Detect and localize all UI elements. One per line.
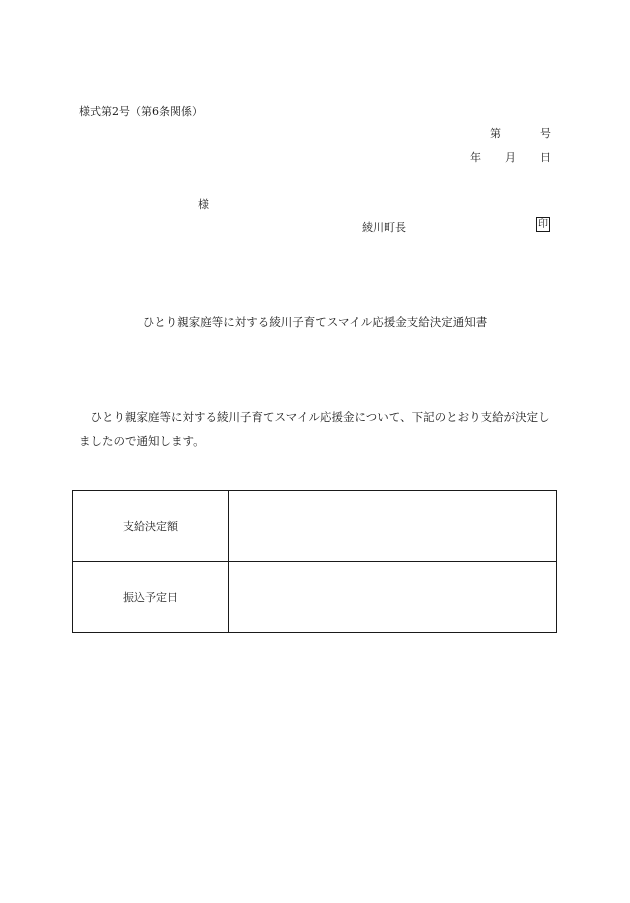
issuer-name: 綾川町長	[362, 221, 406, 234]
document-title: ひとり親家庭等に対する綾川子育てスマイル応援金支給決定通知書	[142, 315, 488, 329]
seal-mark: 印	[536, 217, 550, 232]
document-number-dai: 第	[490, 127, 501, 140]
date-day-label: 日	[540, 151, 551, 164]
recipient-honorific: 様	[198, 198, 209, 211]
table-row	[73, 491, 557, 562]
table-value-transfer-date	[229, 562, 557, 633]
date-month-label: 月	[505, 151, 516, 164]
table-row	[73, 562, 557, 633]
document-number-go: 号	[540, 127, 551, 140]
table-value-amount	[229, 491, 557, 562]
body-text: ひとり親家庭等に対する綾川子育てスマイル応援金について、下記のとおり支給が決定しましたので通知します。	[79, 410, 550, 448]
form-number: 様式第2号（第6条関係）	[79, 105, 203, 118]
info-table	[72, 490, 557, 633]
table-label-transfer-date: 振込予定日	[73, 562, 229, 633]
table-label-amount: 支給決定額	[73, 491, 229, 562]
date-year-label: 年	[470, 151, 481, 164]
